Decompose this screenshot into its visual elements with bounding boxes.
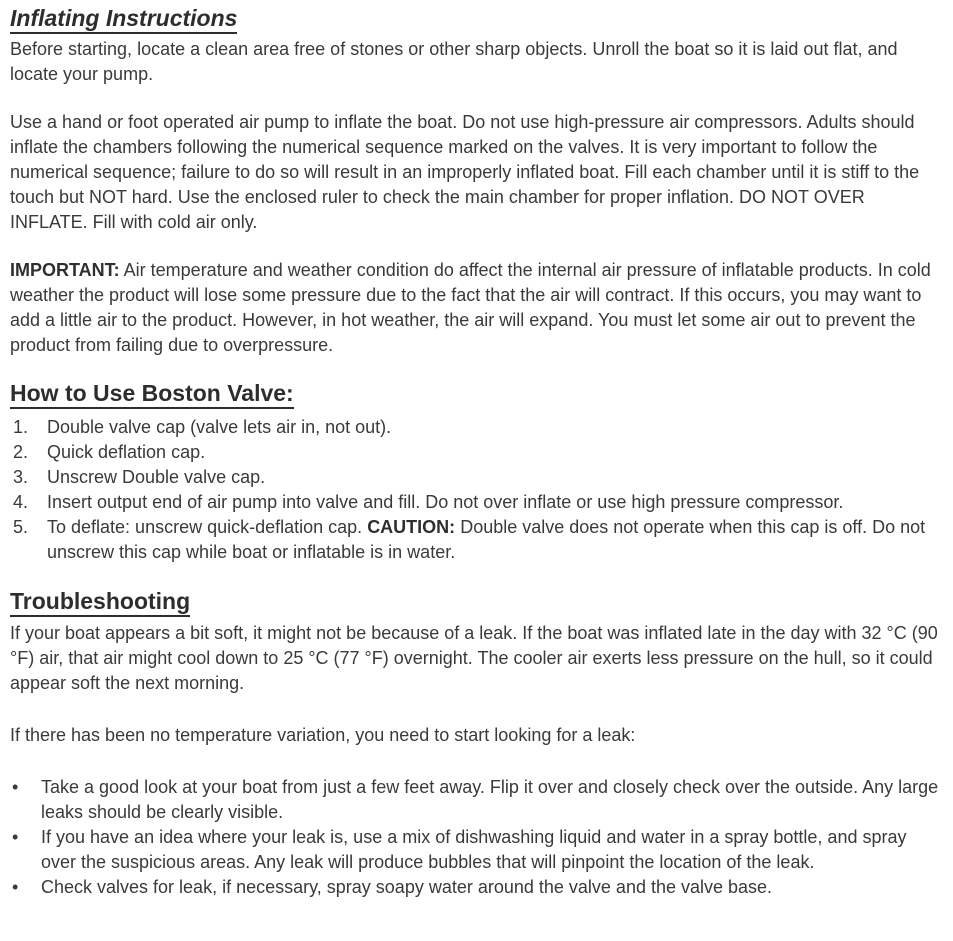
important-label: IMPORTANT: [10,260,120,280]
leak-check-bullet-list [10,775,942,900]
paragraph-pump-usage: Use a hand or foot operated air pump to inflate the boat. Do not use high-pressure air compressors. Adults should inflate the chambers following the numerical sequence marked on the valves. It is very important to follow the numerical sequence; failure to do so will result in an improperly inflated boat. Fill each chamber until it is stiff to the touch but NOT hard. Use the enclosed ruler to check the main chamber for proper inflation. DO NOT OVER INFLATE. Fill with cold air only. [10,112,920,232]
list-item-text [47,515,942,565]
list-item-text: Insert output end of air pump into valve and fill. Do not over inflate or use high pressure compressor. [47,492,844,512]
important-text: Air temperature and weather condition do affect the internal air pressure of inflatable products. In cold weather the product will lose some pressure due to the fact that the air will contract. If this occurs, you may want to add a little air to the product. However, in hot weather, the air will expand. You must let some air out to prevent the product from failing due to overpressure. [10,260,931,355]
paragraph-soft-boat: If your boat appears a bit soft, it might not be because of a leak. If the boat was inflated late in the day with 32 °C (90 °F) air, that air might cool down to 25 °C (77 °F) overnight. The cooler air exerts less pressure on the hull, so it could appear soft the next morning. [10,623,938,693]
bullet-item-text: Take a good look at your boat from just a few feet away. Flip it over and closely check over the outside. Any large leaks should be clearly visible. [41,777,939,822]
bullet-icon: • [12,877,19,897]
paragraph-important-note [10,258,942,358]
list-item-text: Unscrew Double valve cap. [47,467,266,487]
boston-valve-numbered-list [10,415,942,565]
list-item [10,415,942,440]
paragraph-look-for-leak: If there has been no temperature variation, you need to start looking for a leak: [10,725,636,745]
list-item-text-pre: To deflate: unscrew quick-deflation cap. [47,517,368,537]
bullet-item-text: Check valves for leak, if necessary, spray soapy water around the valve and the valve base. [41,877,773,897]
list-item [10,465,942,490]
paragraph-before-starting: Before starting, locate a clean area free of stones or other sharp objects. Unroll the boat so it is laid out flat, and locate your pump. [10,39,898,84]
bullet-item [10,875,942,900]
list-item-text: Quick deflation cap. [47,442,206,462]
list-item [10,440,942,465]
bullet-item-text: If you have an idea where your leak is, use a mix of dishwashing liquid and water in a spray bottle, and spray over the suspicious areas. Any leak will produce bubbles that will pinpoint the location of the leak. [41,827,907,872]
bullet-item [10,825,942,875]
list-item-text-post: Double valve does not operate when this cap is off. Do not unscrew this cap while boat or inflatable is in water. [47,517,926,562]
list-item [10,515,942,565]
list-item-number: 3. [13,467,29,487]
section-heading-boston-valve [10,379,942,408]
list-item-number: 5. [13,517,29,537]
list-item-number: 1. [13,417,29,437]
bullet-icon: • [12,777,19,797]
section-heading-boston-valve-text: How to Use Boston Valve: [10,380,294,409]
caution-label: CAUTION: [367,517,456,537]
list-item-number: 2. [13,442,29,462]
bullet-icon: • [12,827,19,847]
list-item [10,490,942,515]
list-item-number: 4. [13,492,29,512]
section-heading-inflating-instructions [10,4,942,33]
bullet-item [10,775,942,825]
section-heading-troubleshooting-text: Troubleshooting [10,588,190,617]
section-heading-troubleshooting [10,587,942,616]
section-heading-inflating-instructions-text: Inflating Instructions [10,5,237,34]
list-item-text: Double valve cap (valve lets air in, not out). [47,417,392,437]
